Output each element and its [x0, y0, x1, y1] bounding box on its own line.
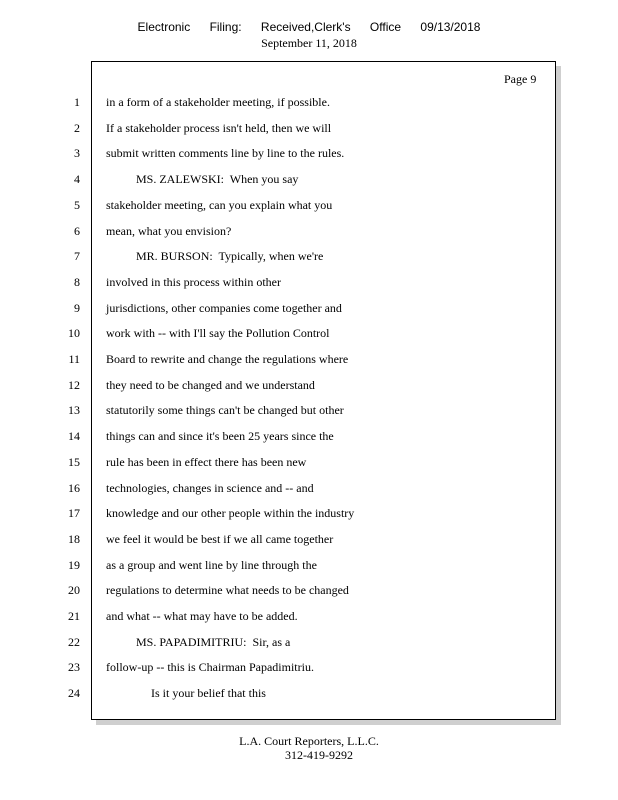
footer-company: L.A. Court Reporters, L.L.C.: [239, 734, 379, 748]
line-number: 23: [68, 660, 80, 674]
line-number: 15: [68, 455, 80, 469]
line-number: 24: [68, 686, 80, 700]
line-text: technologies, changes in science and -- and: [106, 481, 314, 495]
line-text: statutorily some things can't be changed but other: [106, 403, 344, 417]
line-number: 19: [68, 558, 80, 572]
line-number: 16: [68, 481, 80, 495]
line-number: 7: [74, 249, 80, 263]
hearing-date: September 11, 2018: [261, 36, 357, 50]
line-text: Is it your belief that this: [106, 686, 266, 700]
line-text: stakeholder meeting, can you explain what you: [106, 198, 333, 212]
line-text: they need to be changed and we understand: [106, 378, 315, 392]
page-number: Page 9: [504, 72, 537, 86]
line-number: 3: [74, 146, 80, 160]
line-number: 9: [74, 301, 80, 315]
line-text: in a form of a stakeholder meeting, if possible.: [106, 95, 330, 109]
line-number: 8: [74, 275, 80, 289]
line-number: 1: [74, 95, 80, 109]
line-text: involved in this process within other: [106, 275, 281, 289]
line-text: things can and since it's been 25 years since the: [106, 429, 334, 443]
line-number: 17: [68, 506, 80, 520]
line-text: MS. PAPADIMITRIU: Sir, as a: [106, 635, 291, 649]
line-text: rule has been in effect there has been new: [106, 455, 307, 469]
filing-received: Received,Clerk's: [260, 20, 351, 34]
filing-date: 09/13/2018: [420, 20, 481, 34]
footer-phone: 312-419-9292: [285, 748, 353, 762]
filing-electronic: Electronic: [137, 20, 191, 34]
filing-office: Office: [369, 20, 402, 34]
line-number: 10: [68, 326, 80, 340]
line-text: and what -- what may have to be added.: [106, 609, 298, 623]
line-number: 20: [68, 583, 80, 597]
line-number: 11: [68, 352, 80, 366]
line-text: Board to rewrite and change the regulations where: [106, 352, 349, 366]
line-text: jurisdictions, other companies come together and: [106, 301, 342, 315]
line-number: 6: [74, 224, 80, 238]
line-text: MS. ZALEWSKI: When you say: [106, 172, 299, 186]
line-number: 2: [74, 121, 80, 135]
line-text: MR. BURSON: Typically, when we're: [106, 249, 324, 263]
line-text: as a group and went line by line through the: [106, 558, 317, 572]
line-number: 21: [68, 609, 80, 623]
line-number: 14: [68, 429, 80, 443]
line-number: 12: [68, 378, 80, 392]
line-text: mean, what you envision?: [106, 224, 232, 238]
line-text: follow-up -- this is Chairman Papadimitriu.: [106, 660, 314, 674]
line-text: work with -- with I'll say the Pollution Control: [106, 326, 330, 340]
electronic-filing-header: [0, 20, 618, 34]
line-text: knowledge and our other people within the industry: [106, 506, 355, 520]
line-text: submit written comments line by line to the rules.: [106, 146, 345, 160]
line-text: If a stakeholder process isn't held, then we will: [106, 121, 332, 135]
line-number: 5: [74, 198, 80, 212]
line-number: 18: [68, 532, 80, 546]
line-number: 4: [74, 172, 80, 186]
line-text: regulations to determine what needs to be changed: [106, 583, 349, 597]
line-text: we feel it would be best if we all came together: [106, 532, 334, 546]
filing-label: Filing:: [209, 20, 242, 34]
line-number: 22: [68, 635, 80, 649]
line-number: 13: [68, 403, 80, 417]
